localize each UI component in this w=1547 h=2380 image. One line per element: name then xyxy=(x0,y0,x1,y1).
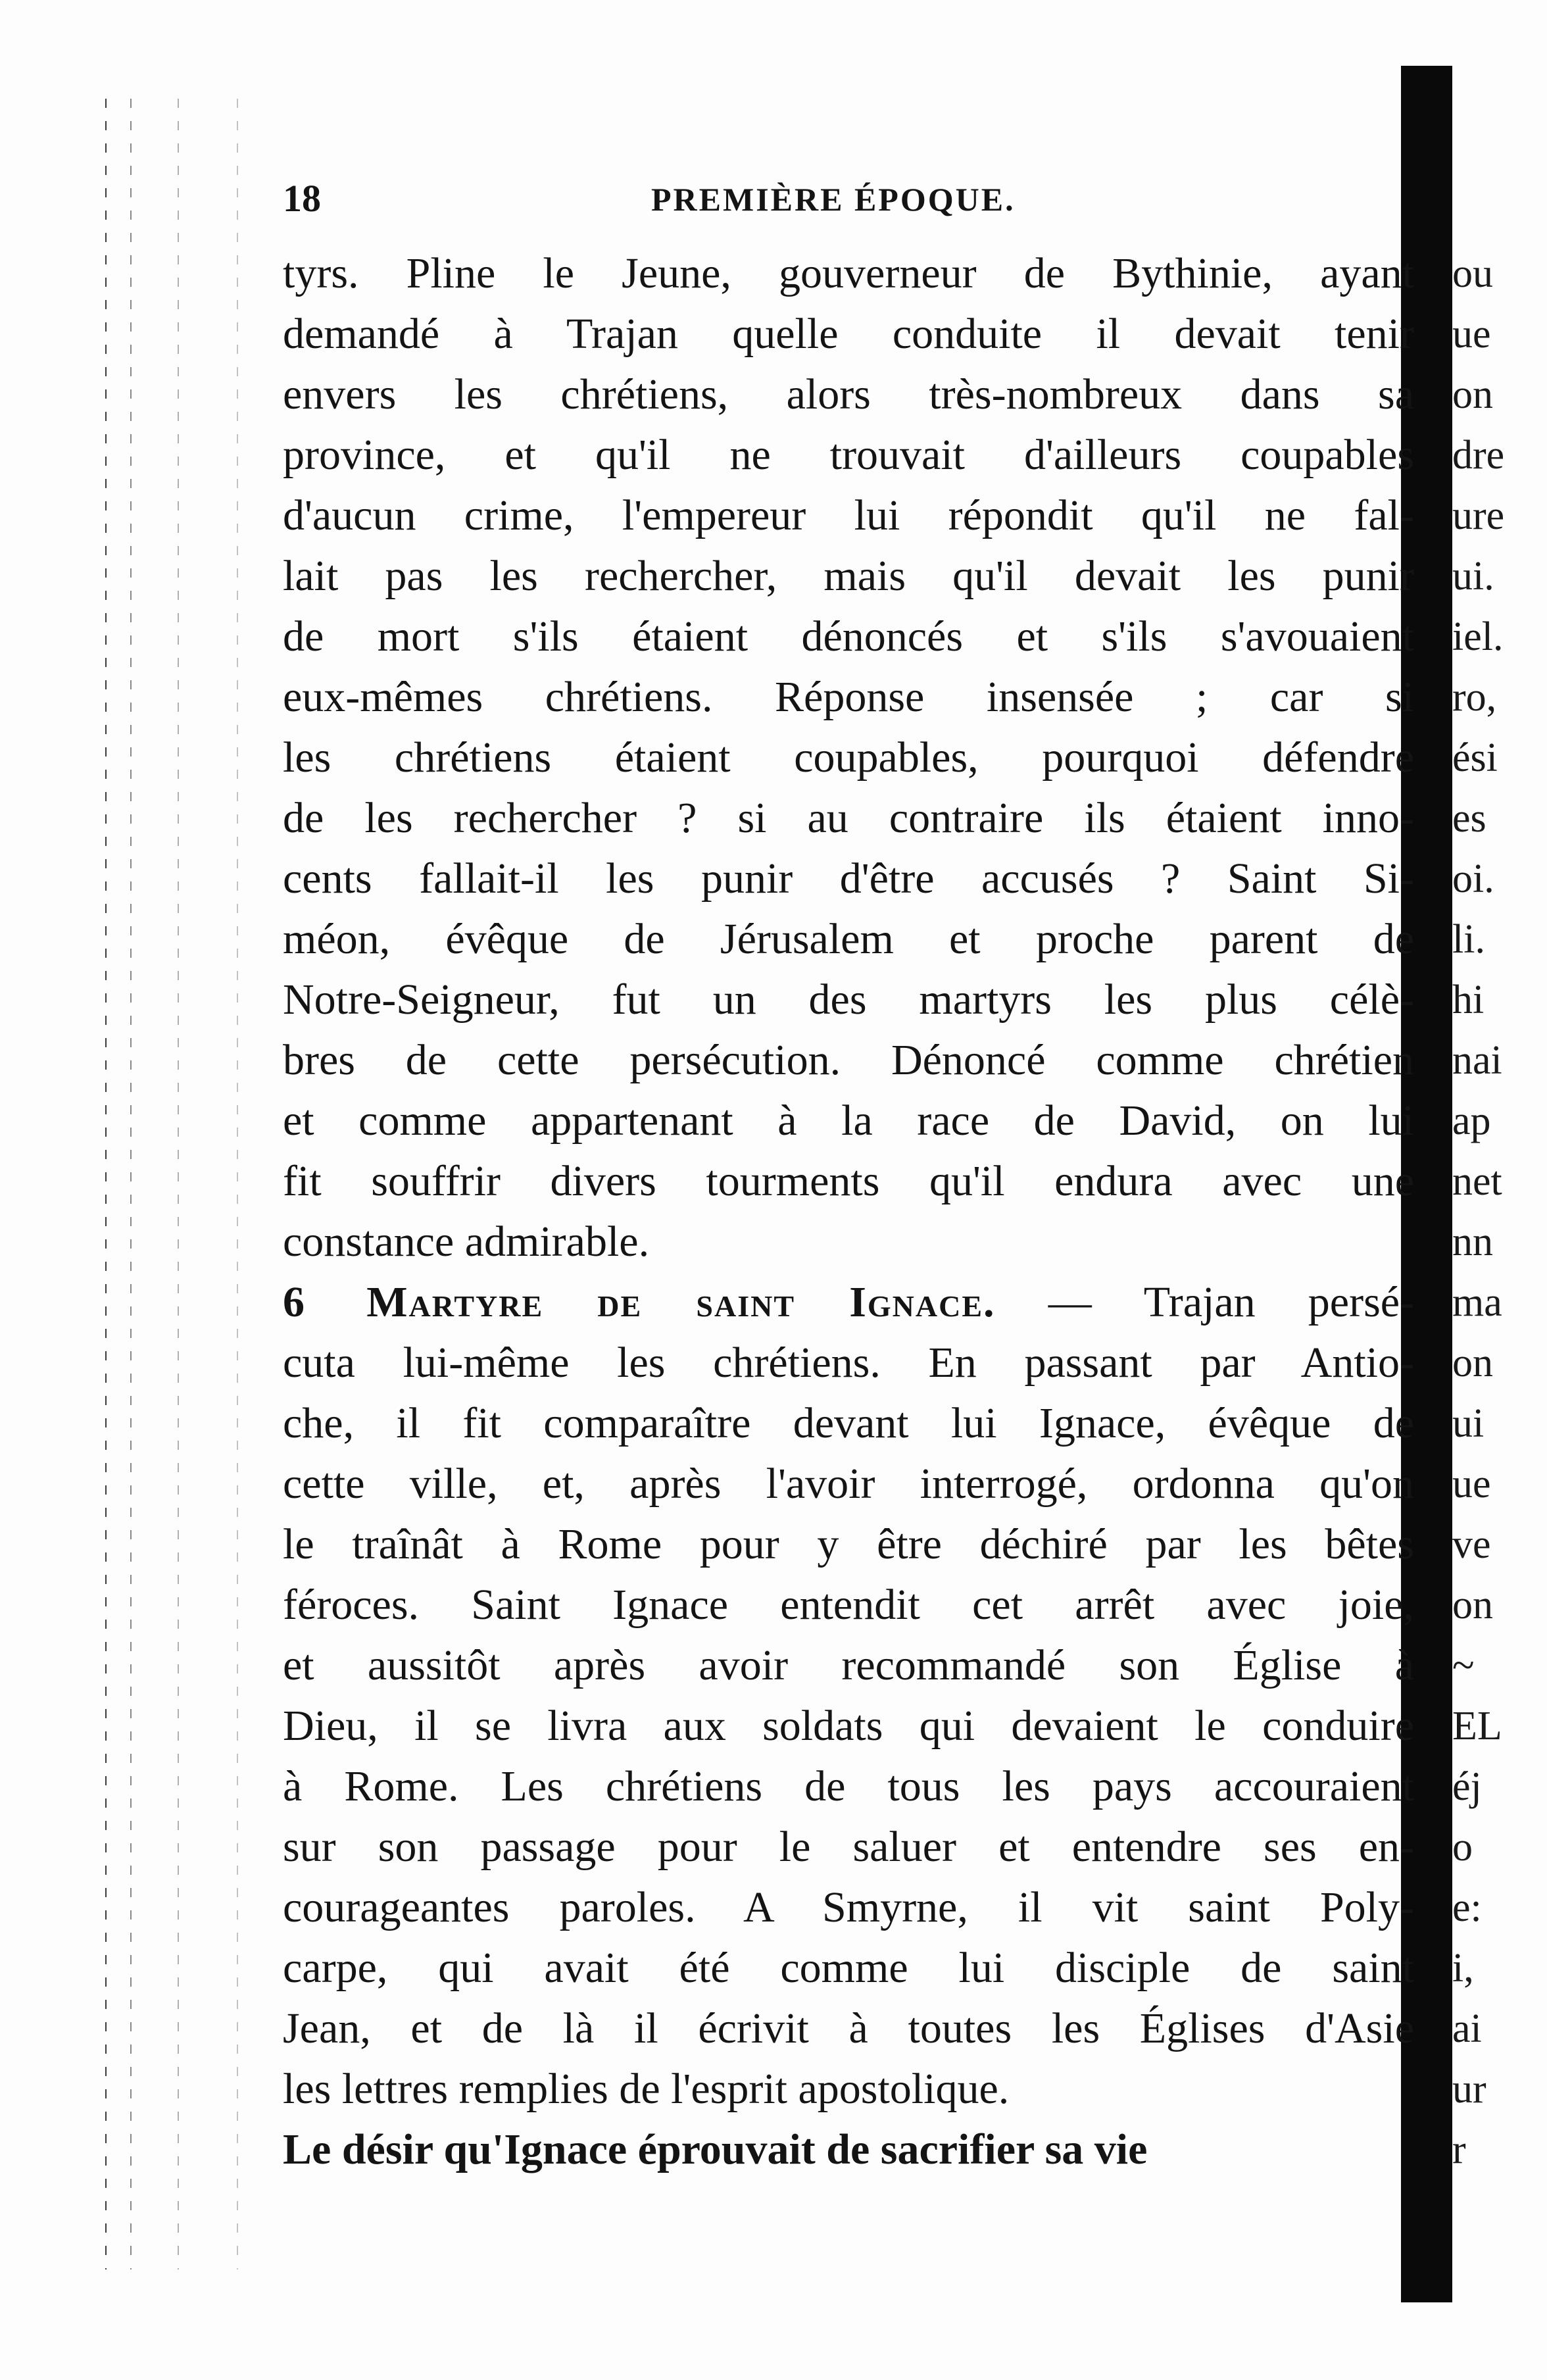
gutter-line xyxy=(130,99,132,2269)
text-line: les chrétiens étaient coupables, pourquoi défendre xyxy=(283,733,1414,781)
text-line: sur son passage pour le saluer et entendre ses en- xyxy=(283,1823,1414,1871)
facing-page-fragment: on xyxy=(1452,1583,1493,1627)
text-line: le traînât à Rome pour y être déchiré par les bêtes xyxy=(283,1520,1414,1568)
text-line: envers les chrétiens, alors très-nombreux dans sa xyxy=(283,370,1414,418)
paragraph-pline xyxy=(283,243,1414,1272)
text-line: et comme appartenant à la race de David, on lui xyxy=(283,1097,1414,1145)
text-line: bres de cette persécution. Dénoncé comme chrétien xyxy=(283,1036,1414,1084)
running-head: PREMIÈRE ÉPOQUE. xyxy=(651,181,1016,218)
facing-page-fragment: ui. xyxy=(1452,554,1494,599)
facing-page-fragment: ui xyxy=(1452,1401,1485,1446)
text-line: province, et qu'il ne trouvait d'ailleurs coupables xyxy=(283,431,1414,479)
section-title: Martyre de saint Ignace. xyxy=(366,1278,996,1326)
text-line: constance admirable. xyxy=(283,1218,650,1266)
text-line: che, il fit comparaître devant lui Ignace, évêque de xyxy=(283,1399,1414,1447)
text-line: méon, évêque de Jérusalem et proche parent de xyxy=(283,915,1414,963)
gutter-line xyxy=(105,99,107,2269)
facing-page-fragment: dre xyxy=(1452,433,1505,478)
text-line: lait pas les rechercher, mais qu'il devait les punir xyxy=(283,552,1414,600)
text-line: fit souffrir divers tourments qu'il endura avec une xyxy=(283,1157,1414,1205)
gutter-line xyxy=(178,99,179,2269)
text-line: courageantes paroles. A Smyrne, il vit saint Poly- xyxy=(283,1883,1414,1931)
facing-page-fragment: ~ xyxy=(1452,1643,1475,1688)
facing-page-fragments xyxy=(1452,243,1547,2204)
facing-page-fragment: ma xyxy=(1452,1280,1502,1325)
page-number: 18 xyxy=(283,177,321,220)
facing-page-fragment: éj xyxy=(1452,1764,1482,1809)
text-line: de les rechercher ? si au contraire ils étaient inno- xyxy=(283,794,1414,842)
facing-page-fragment: ure xyxy=(1452,493,1505,538)
facing-page-fragment: i, xyxy=(1452,1946,1474,1991)
text-line: tyrs. Pline le Jeune, gouverneur de Bythinie, ayant xyxy=(283,249,1414,297)
text-line: d'aucun crime, l'empereur lui répondit qu'il ne fal- xyxy=(283,491,1414,539)
facing-page-fragment: ue xyxy=(1452,312,1491,357)
facing-page-fragment: ue xyxy=(1452,1462,1491,1506)
facing-page-fragment: e: xyxy=(1452,1885,1482,1930)
text-line: féroces. Saint Ignace entendit cet arrêt avec joie, xyxy=(283,1581,1414,1629)
gutter-line xyxy=(237,99,238,2269)
facing-page-fragment: ou xyxy=(1452,251,1493,296)
facing-page-fragment: nn xyxy=(1452,1220,1493,1264)
body-text xyxy=(283,243,1414,2204)
text-line: Dieu, il se livra aux soldats qui devaient le conduire xyxy=(283,1702,1414,1750)
facing-page-fragment: ési xyxy=(1452,735,1498,780)
text-line: cuta lui-même les chrétiens. En passant par Antio- xyxy=(283,1339,1414,1387)
facing-page-fragment: o xyxy=(1452,1825,1473,1870)
facing-page-fragment: li. xyxy=(1452,917,1485,962)
text-line: cents fallait-il les punir d'être accusés ? Saint Si- xyxy=(283,855,1414,903)
page-header xyxy=(283,176,1401,229)
facing-page-fragment: oi. xyxy=(1452,856,1494,901)
section-first-line-rest: — Trajan persé- xyxy=(1048,1278,1414,1326)
facing-page-fragment: net xyxy=(1452,1159,1502,1204)
section-heading-line xyxy=(283,1272,1414,1333)
text-line: de mort s'ils étaient dénoncés et s'ils s'avouaient xyxy=(283,612,1414,660)
text-line: Jean, et de là il écrivit à toutes les Églises d'Asie xyxy=(283,2004,1414,2052)
facing-page-fragment: ro, xyxy=(1452,675,1497,720)
facing-page-fragment: nai xyxy=(1452,1038,1502,1083)
facing-page-fragment: ai xyxy=(1452,2006,1482,2051)
facing-page-fragment: ap xyxy=(1452,1099,1491,1143)
facing-page-fragment: r xyxy=(1452,2127,1466,2172)
facing-page-fragment: EL xyxy=(1452,1704,1502,1748)
text-line: demandé à Trajan quelle conduite il devait tenir xyxy=(283,310,1414,358)
text-line: carpe, qui avait été comme lui disciple de saint xyxy=(283,1944,1414,1992)
section-number: 6 xyxy=(283,1278,305,1326)
facing-page-fragment: ur xyxy=(1452,2067,1486,2112)
facing-page-fragment: on xyxy=(1452,1341,1493,1385)
facing-page-fragment: on xyxy=(1452,372,1493,417)
text-line: à Rome. Les chrétiens de tous les pays accouraient xyxy=(283,1762,1414,1810)
left-gutter-noise xyxy=(99,99,270,2269)
text-line: Notre-Seigneur, fut un des martyrs les plus célè- xyxy=(283,976,1414,1024)
text-line: les lettres remplies de l'esprit apostolique. xyxy=(283,2065,1010,2113)
paragraph-desir-first-line: Le désir qu'Ignace éprouvait de sacrifier sa vie xyxy=(283,2125,1148,2173)
text-line: et aussitôt après avoir recommandé son Église à xyxy=(283,1641,1414,1689)
text-line: cette ville, et, après l'avoir interrogé, ordonna qu'on xyxy=(283,1460,1414,1508)
facing-page-fragment: es xyxy=(1452,796,1486,841)
text-line: eux-mêmes chrétiens. Réponse insensée ; car si xyxy=(283,673,1414,721)
paragraph-ignace xyxy=(283,1333,1414,2120)
facing-page-fragment: hi xyxy=(1452,978,1485,1022)
facing-page-fragment: ve xyxy=(1452,1522,1491,1567)
facing-page-fragment: iel. xyxy=(1452,614,1504,659)
